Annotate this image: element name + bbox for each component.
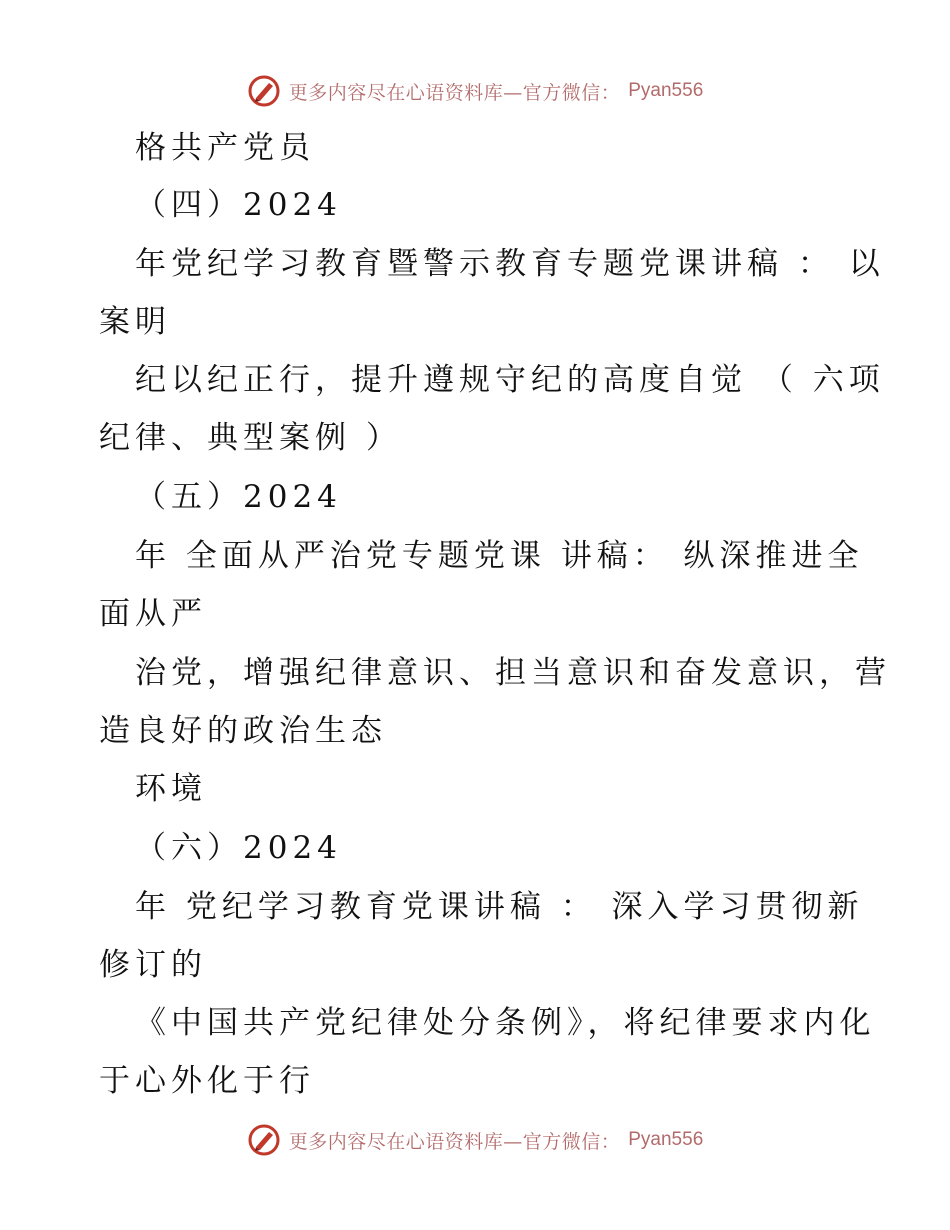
pen-circle-icon bbox=[247, 74, 281, 108]
text-line: 于心外化于行 bbox=[99, 1063, 315, 1099]
text-line: 年 全面从严治党专题党课 讲稿： 纵深推进全 bbox=[135, 538, 864, 574]
section-heading: （六）2024 bbox=[135, 830, 342, 866]
text-line: 纪以纪正行，提升遵规守纪的高度自觉 （ 六项 bbox=[135, 362, 885, 398]
text-line: 年 党纪学习教育党课讲稿 ： 深入学习贯彻新 bbox=[135, 889, 864, 925]
text-line: 纪律、典型案例 ） bbox=[99, 420, 402, 456]
text-line: 格共产党员 bbox=[135, 130, 315, 166]
pen-circle-icon bbox=[247, 1123, 281, 1157]
text-line: 面从严 bbox=[99, 596, 207, 632]
text-line: 造良好的政治生态 bbox=[99, 713, 387, 749]
header-banner bbox=[0, 71, 950, 111]
header-contact: Pyan556 bbox=[628, 80, 704, 101]
text-line: 案明 bbox=[99, 304, 171, 340]
text-line: 环境 bbox=[135, 771, 207, 807]
text-line: 年党纪学习教育暨警示教育专题党课讲稿 ： 以 bbox=[135, 246, 885, 282]
text-line: 治党，增强纪律意识、担当意识和奋发意识，营 bbox=[135, 655, 891, 691]
header-promo-text: 更多内容尽在心语资料库—官方微信： bbox=[288, 81, 621, 104]
footer-banner bbox=[0, 1120, 950, 1160]
text-line: 《中国共产党纪律处分条例》，将纪律要求内化 bbox=[135, 1005, 876, 1041]
footer-contact: Pyan556 bbox=[628, 1129, 704, 1150]
text-line: 修订的 bbox=[99, 947, 207, 983]
section-heading: （五）2024 bbox=[135, 479, 342, 515]
footer-promo-text: 更多内容尽在心语资料库—官方微信： bbox=[288, 1130, 621, 1153]
section-heading: （四）2024 bbox=[135, 187, 342, 223]
